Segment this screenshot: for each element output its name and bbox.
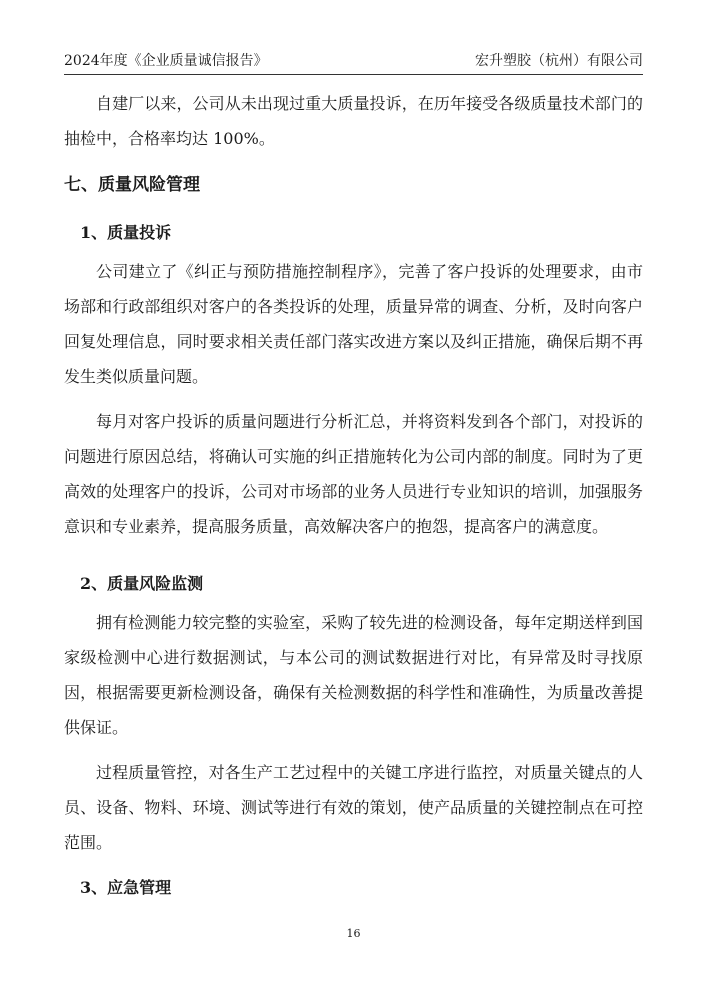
document-body — [64, 86, 643, 909]
subsection-title-complaints: 1、质量投诉 — [80, 223, 172, 242]
page-number: 16 — [346, 927, 361, 940]
paragraph: 每月对客户投诉的质量问题进行分析汇总，并将资料发到各个部门，对投诉的问题进行原因总结，将确认可实施的纠正措施转化为公司内部的制度。同时为了更高效的处理客户的投诉，公司对市场部的业务人员进行专业知识的培训，加强服务意识和专业素养，提高服务质量，高效解决客户的抱怨，提高客户的满意度。 — [64, 412, 643, 536]
intro-paragraph: 自建厂以来，公司从未出现过重大质量投诉，在历年接受各级质量技术部门的抽检中，合格率均达 100%。 — [64, 94, 643, 148]
header-company-name: 宏升塑胶（杭州）有限公司 — [475, 53, 643, 69]
paragraph-gap — [64, 745, 643, 755]
paragraph: 公司建立了《纠正与预防措施控制程序》，完善了客户投诉的处理要求，由市场部和行政部组织对客户的各类投诉的处理，质量异常的调查、分析，及时向客户回复处理信息，同时要求相关责任部门落实改进方案以及纠正措施，确保后期不再发生类似质量问题。 — [64, 262, 643, 386]
paragraph: 拥有检测能力较完整的实验室，采购了较先进的检测设备，每年定期送样到国家级检测中心进行数据测试，与本公司的测试数据进行对比，有异常及时寻找原因，根据需要更新检测设备，确保有关检测数据的科学性和准确性，为质量改善提供保证。 — [64, 613, 643, 737]
page-header — [64, 50, 643, 72]
header-report-title: 2024年度《企业质量诚信报告》 — [64, 53, 268, 69]
section-title: 七、质量风险管理 — [64, 175, 200, 195]
subsection-title-emergency: 3、应急管理 — [80, 878, 172, 897]
paragraph: 过程质量管控，对各生产工艺过程中的关键工序进行监控，对质量关键点的人员、设备、物料、环境、测试等进行有效的策划，使产品质量的关键控制点在可控范围。 — [64, 763, 643, 852]
subsection-title-monitoring: 2、质量风险监测 — [80, 574, 204, 593]
header-divider — [64, 74, 643, 75]
paragraph-gap — [64, 394, 643, 404]
